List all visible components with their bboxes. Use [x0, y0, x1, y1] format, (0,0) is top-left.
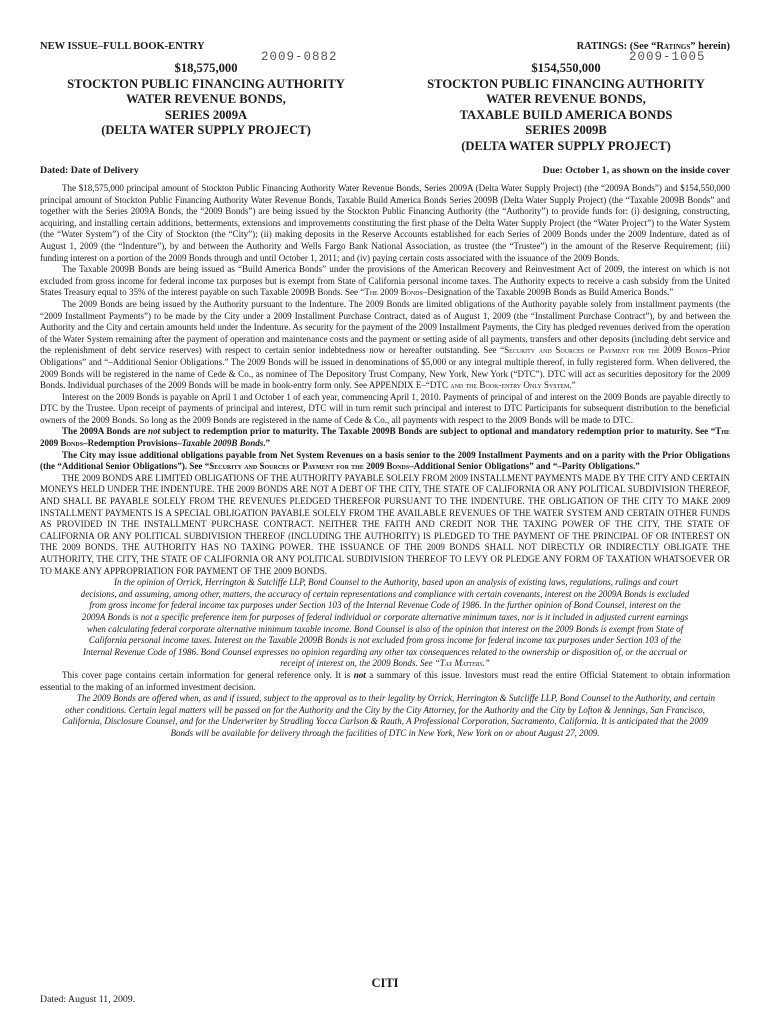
series-2009b-amount: $154,550,000 [531, 61, 601, 75]
series-2009a-title [46, 50, 366, 154]
series-2009b-issuer: STOCKTON PUBLIC FINANCING AUTHORITY [427, 76, 705, 91]
series-2009b-bab: TAXABLE BUILD AMERICA BONDS [459, 107, 673, 122]
bond-series-titles [40, 50, 730, 154]
series-2009b-bond-type: WATER REVENUE BONDS, [486, 92, 646, 106]
series-2009a-amount: $18,575,000 [174, 61, 238, 75]
footer [40, 976, 730, 1006]
issue-type: NEW ISSUE–FULL BOOK-ENTRY [40, 41, 205, 52]
cusip-stamp-2009a: 2009-0882 [261, 50, 338, 64]
series-2009b-title [404, 50, 728, 154]
underwriter-name: CITI [371, 976, 399, 990]
cover-page-notice: This cover page contains certain information for general reference only. It is not a summary of this issue. Investors must read the entire Official Statement to obtain information essential to the making of an informed investment decision. [40, 669, 730, 692]
series-2009b-series: SERIES 2009B [525, 123, 607, 137]
offering-terms: The 2009 Bonds are offered when, as and if issued, subject to the approval as to their legality by Orrick, Herrington & Sutcliffe LLP, Bond Counsel to the Authority, and certain other conditions. Certain legal matters will be passed on for the Authority and the City by the City Attorney, for the Authority and the City by Lofton & Jennings, San Francisco, California, Disclosure Counsel, and for the Underwriter by Stradling Yocca Carlson & Rauth, A Professional Corporation, Sacramento, California. It is anticipated that the 2009 Bonds will be available for delivery through the facilities of DTC in New York, New York on or about August 27, 2009. [62, 693, 716, 738]
series-2009b-project: (DELTA WATER SUPPLY PROJECT) [461, 138, 671, 153]
cusip-stamp-2009b: 2009-1005 [629, 50, 706, 64]
official-statement-cover [40, 40, 730, 1005]
dated-date: Dated: Date of Delivery [40, 165, 139, 176]
header-bar [40, 40, 730, 53]
series-2009a-bond-type: WATER REVENUE BONDS, [126, 92, 286, 106]
cover-body [40, 183, 730, 740]
series-2009a-issuer: STOCKTON PUBLIC FINANCING AUTHORITY [67, 76, 345, 91]
security-paragraph: The 2009 Bonds are being issued by the Authority pursuant to the Indenture. The 2009 Bonds are limited obligations of the Authority payable solely from installment payments (the “2009 Installment Payments”) to be made by the City under a 2009 Installment Purchase Contract, dated as of August 1, 2009 (the “Installment Purchase Contract”), by and between the Authority and the City and certain amounts held under the Indenture. As security for the payment of the 2009 Installment Payments, the City has pledged revenues derived from the operation of the Water System remaining after the payment of operation and maintenance costs and the payment or setting aside of all payments, transfers and other deposits (including debt service and the replenishment of debt service reserves) with respect to certain senior indebtedness now or hereafter outstanding. See “Security and Sources of Payment for the 2009 Bonds–Prior Obligations” and “–Additional Senior Obligations.” The 2009 Bonds will be issued in denominations of $5,000 or any integral multiple thereof, in fully registered form. When delivered, the 2009 Bonds will be registered in the name of Cede & Co., as nominee of The Depository Trust Company, New York, New York (“DTC”). DTC will act as securities depository for the 2009 Bonds. Individual purchases of the 2009 Bonds will be made in book-entry form only. See APPENDIX E–“DTC and the Book-entry Only System.” [40, 298, 730, 391]
build-america-paragraph: The Taxable 2009B Bonds are being issued as “Build America Bonds” under the provisions of the American Recovery and Reinvestment Act of 2009, the interest on which is not excluded from gross income for federal income tax purposes but is exempt from State of California personal income taxes. The Authority expects to receive a cash subsidy from the United States Treasury equal to 35% of the interest payable on such Taxable 2009B Bonds. See “The 2009 Bonds–Designation of the Taxable 2009B Bonds as Build America Bonds.” [40, 264, 730, 298]
limited-obligation-notice: THE 2009 BONDS ARE LIMITED OBLIGATIONS OF THE AUTHORITY PAYABLE SOLELY FROM 2009 INSTALLMENT PAYMENTS MADE BY THE CITY AND CERTAIN MONEYS HELD UNDER THE INDENTURE. THE 2009 BONDS ARE NOT A DEBT OF THE CITY, THE STATE OF CALIFORNIA OR ANY POLITICAL SUBDIVISION THEREOF, AND SHALL BE PAYABLE SOLELY FROM THE REVENUES PLEDGED THEREFOR PURSUANT TO THE INDENTURE. THE OBLIGATION OF THE CITY TO MAKE 2009 INSTALLMENT PAYMENTS IS A SPECIAL OBLIGATION PAYABLE SOLELY FROM THE AVAILABLE REVENUES OF THE WATER SYSTEM AND CERTAIN OTHER FUNDS AS PROVIDED IN THE INSTALLMENT PURCHASE CONTRACT. NEITHER THE FAITH AND CREDIT NOR THE TAXING POWER OF THE CITY, THE STATE OF CALIFORNIA OR ANY POLITICAL SUBDIVISION THEREOF (INCLUDING THE AUTHORITY) IS PLEDGED TO THE PAYMENT OF THE PRINCIPAL OF OR INTEREST ON THE 2009 BONDS. THE AUTHORITY HAS NO TAXING POWER. THE ISSUANCE OF THE 2009 BONDS SHALL NOT DIRECTLY OR INDIRECTLY OBLIGATE THE AUTHORITY, THE CITY, THE STATE OF CALIFORNIA OR ANY POLITICAL SUBDIVISION THEREOF TO LEVY OR PLEDGE ANY FORM OF TAXATION WHATSOEVER OR TO MAKE ANY APPROPRIATION FOR PAYMENT OF THE 2009 BONDS. [40, 472, 730, 576]
due-date: Due: October 1, as shown on the inside cover [542, 165, 730, 176]
dated-due-line [40, 165, 730, 177]
redemption-paragraph: The 2009A Bonds are not subject to redemption prior to maturity. The Taxable 2009B Bonds are subject to optional and mandatory redemption prior to maturity. See “The 2009 Bonds–Redemption Provisions–Taxable 2009B Bonds.” [40, 426, 730, 449]
additional-obligations-paragraph: The City may issue additional obligations payable from Net System Revenues on a basis senior to the 2009 Installment Payments and on a parity with the Prior Obligations (the “Additional Senior Obligations”). See “Security and Sources of Payment for the 2009 Bonds–Additional Senior Obligations” and “–Parity Obligations.” [40, 449, 730, 472]
series-2009a-project: (DELTA WATER SUPPLY PROJECT) [101, 123, 311, 137]
ratings-note: RATINGS: (See “Ratings” herein) [576, 41, 730, 52]
series-2009a-series: SERIES 2009A [164, 107, 248, 122]
interest-paragraph: Interest on the 2009 Bonds is payable on April 1 and October 1 of each year, commencing April 1, 2010. Payments of principal of and interest on the 2009 Bonds are payable directly to DTC by the Trustee. Upon receipt of payments of principal and interest, DTC will in turn remit such principal and interest to DTC Participants for subsequent distribution to the beneficial owners of the 2009 Bonds. So long as the 2009 Bonds are registered in the name of Cede & Co., all payments with respect to the 2009 Bonds will be made to DTC. [40, 391, 730, 425]
purpose-paragraph: The $18,575,000 principal amount of Stockton Public Financing Authority Water Revenue Bonds, Series 2009A (Delta Water Supply Project) (the “2009A Bonds”) and $154,550,000 principal amount of Stockton Public Financing Authority Water Revenue Bonds, Taxable Build America Bonds Series 2009B (Delta Water Supply Project) (the “Taxable 2009B Bonds” and together with the Series 2009A Bonds, the “2009 Bonds”) are being issued by the Stockton Public Financing Authority (the “Authority”) to provide funds for: (i) designing, constructing, acquiring, and installing certain additions, betterments, extensions and improvements constituting the first phase of the Delta Water Supply Project (the “Water Project”) to the Water System (the “Water System”) of the City of Stockton (the “City”); (ii) making deposits in the Reserve Accounts established for each Series of 2009 Bonds under the 2009 Indenture, dated as of August 1, 2009 (the “Indenture”), by and between the Authority and Wells Fargo Bank National Association, as trustee (the “Trustee”) in the amount of the Reserve Requirement; (iii) funding interest on a portion of the 2009 Bonds through and until October 1, 2011; and (iv) paying certain costs associated with the issuance of the 2009 Bonds. [40, 183, 730, 263]
document-date: Dated: August 11, 2009. [40, 994, 136, 1005]
bond-counsel-opinion: In the opinion of Orrick, Herrington & Sutcliffe LLP, Bond Counsel to the Authority, based upon an analysis of existing laws, regulations, rulings and court decisions, and assuming, among other, matters, the accuracy of certain representations and compliance with certain covenants, interest on the 2009A Bonds is excluded from gross income for federal income tax purposes under Section 103 of the Internal Revenue Code of 1986. In the further opinion of Bond Counsel, interest on the 2009A Bonds is not a specific preference item for purposes of federal individual or corporate alternative minimum taxes, nor is it included in adjusted current earnings when calculating federal corporate alternative minimum taxable income. Bond Counsel is also of the opinion that interest on the 2009 Bonds is exempt from State of California personal income taxes. Interest on the Taxable 2009B Bonds is not excluded from gross income for federal income tax purposes under Section 103 of the Internal Revenue Code of 1986. Bond Counsel expresses no opinion regarding any other tax consequences related to the ownership or disposition of, or the accrual or receipt of interest on, the 2009 Bonds. See “Tax Matters.” [80, 577, 690, 669]
